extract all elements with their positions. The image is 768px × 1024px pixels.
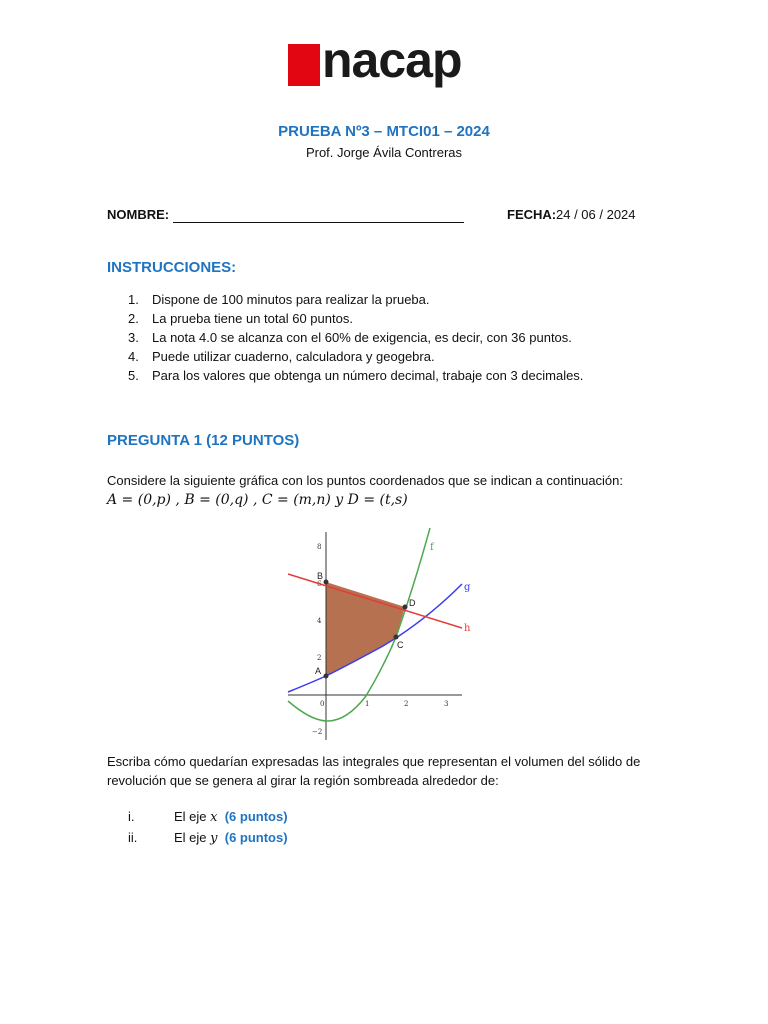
item-text: Dispone de 100 minutos para realizar la prueba.: [152, 292, 430, 307]
list-item: [128, 309, 688, 328]
item-number: 1.: [128, 292, 139, 307]
point-d: [403, 605, 408, 610]
point-label-d: D: [409, 598, 416, 608]
item-text: La nota 4.0 se alcanza con el 60% de exigencia, es decir, con 36 puntos.: [152, 330, 572, 345]
subquestion-points: (6 puntos): [224, 830, 288, 845]
question1-heading: PREGUNTA 1 (12 PUNTOS): [107, 432, 300, 449]
point-a: [324, 674, 329, 679]
question1-intro: Considere la siguiente gráfica con los puntos coordenados que se indican a continuación:: [107, 473, 624, 488]
axis-variable: y: [210, 831, 218, 846]
list-item: [128, 366, 688, 385]
x-tick-label: 3: [444, 700, 449, 708]
point-label-c: C: [397, 640, 404, 650]
roman-numeral: ii.: [128, 830, 138, 845]
point-label-a: A: [315, 666, 322, 676]
logo-text: nacap: [322, 32, 462, 88]
instructions-list: [128, 290, 688, 385]
subquestion-i: [128, 809, 288, 825]
item-number: 3.: [128, 330, 139, 345]
date-label: FECHA:: [507, 207, 557, 222]
y-tick-label: 8: [317, 543, 322, 551]
curve-label-f: f: [430, 542, 434, 553]
name-label: NOMBRE:: [107, 207, 170, 222]
list-item: [128, 347, 688, 366]
axis-variable: x: [210, 810, 218, 825]
subquestion-points: (6 puntos): [224, 809, 288, 824]
item-text: Puede utilizar cuaderno, calculadora y geogebra.: [152, 349, 435, 364]
exam-title: PRUEBA Nº3 – MTCI01 – 2024: [278, 123, 490, 140]
logo-red-block: [288, 44, 320, 86]
instructions-heading: INSTRUCCIONES:: [107, 259, 237, 276]
item-number: 5.: [128, 368, 139, 383]
list-item: [128, 290, 688, 309]
item-text: Para los valores que obtenga un número decimal, trabaje con 3 decimales.: [152, 368, 584, 383]
point-label-b: B: [317, 571, 324, 581]
subquestion-ii: [128, 830, 288, 846]
y-tick-label: 2: [317, 654, 322, 662]
professor-name: Prof. Jorge Ávila Contreras: [305, 145, 463, 160]
question1-prompt: Escriba cómo quedarían expresadas las integrales que representan el volumen del sólido de revolución que se genera al girar la región sombreada alrededor de:: [107, 754, 641, 788]
subquestion-text: El eje: [174, 809, 211, 824]
item-number: 2.: [128, 311, 139, 326]
inacap-logo: [288, 32, 488, 100]
list-item: [128, 328, 688, 347]
region-graph: [280, 526, 480, 741]
y-tick-label: −2: [312, 728, 323, 736]
x-tick-label: 0: [320, 700, 325, 708]
curve-label-h: h: [464, 623, 471, 634]
shaded-region: [326, 582, 405, 676]
item-number: 4.: [128, 349, 139, 364]
x-tick-label: 1: [365, 700, 370, 708]
date-value: 24 / 06 / 2024: [556, 207, 636, 222]
name-field[interactable]: [173, 222, 464, 223]
question1-points: A = (0,p) , B = (0,q) , C = (m,n) y D = (t,s): [107, 492, 408, 508]
roman-numeral: i.: [128, 809, 135, 824]
x-tick-label: 2: [404, 700, 409, 708]
curve-label-g: g: [464, 582, 471, 593]
item-text: La prueba tiene un total 60 puntos.: [152, 311, 353, 326]
subquestion-text: El eje: [174, 830, 211, 845]
y-tick-label: 4: [317, 617, 322, 625]
point-b: [324, 580, 329, 585]
point-c: [394, 635, 399, 640]
